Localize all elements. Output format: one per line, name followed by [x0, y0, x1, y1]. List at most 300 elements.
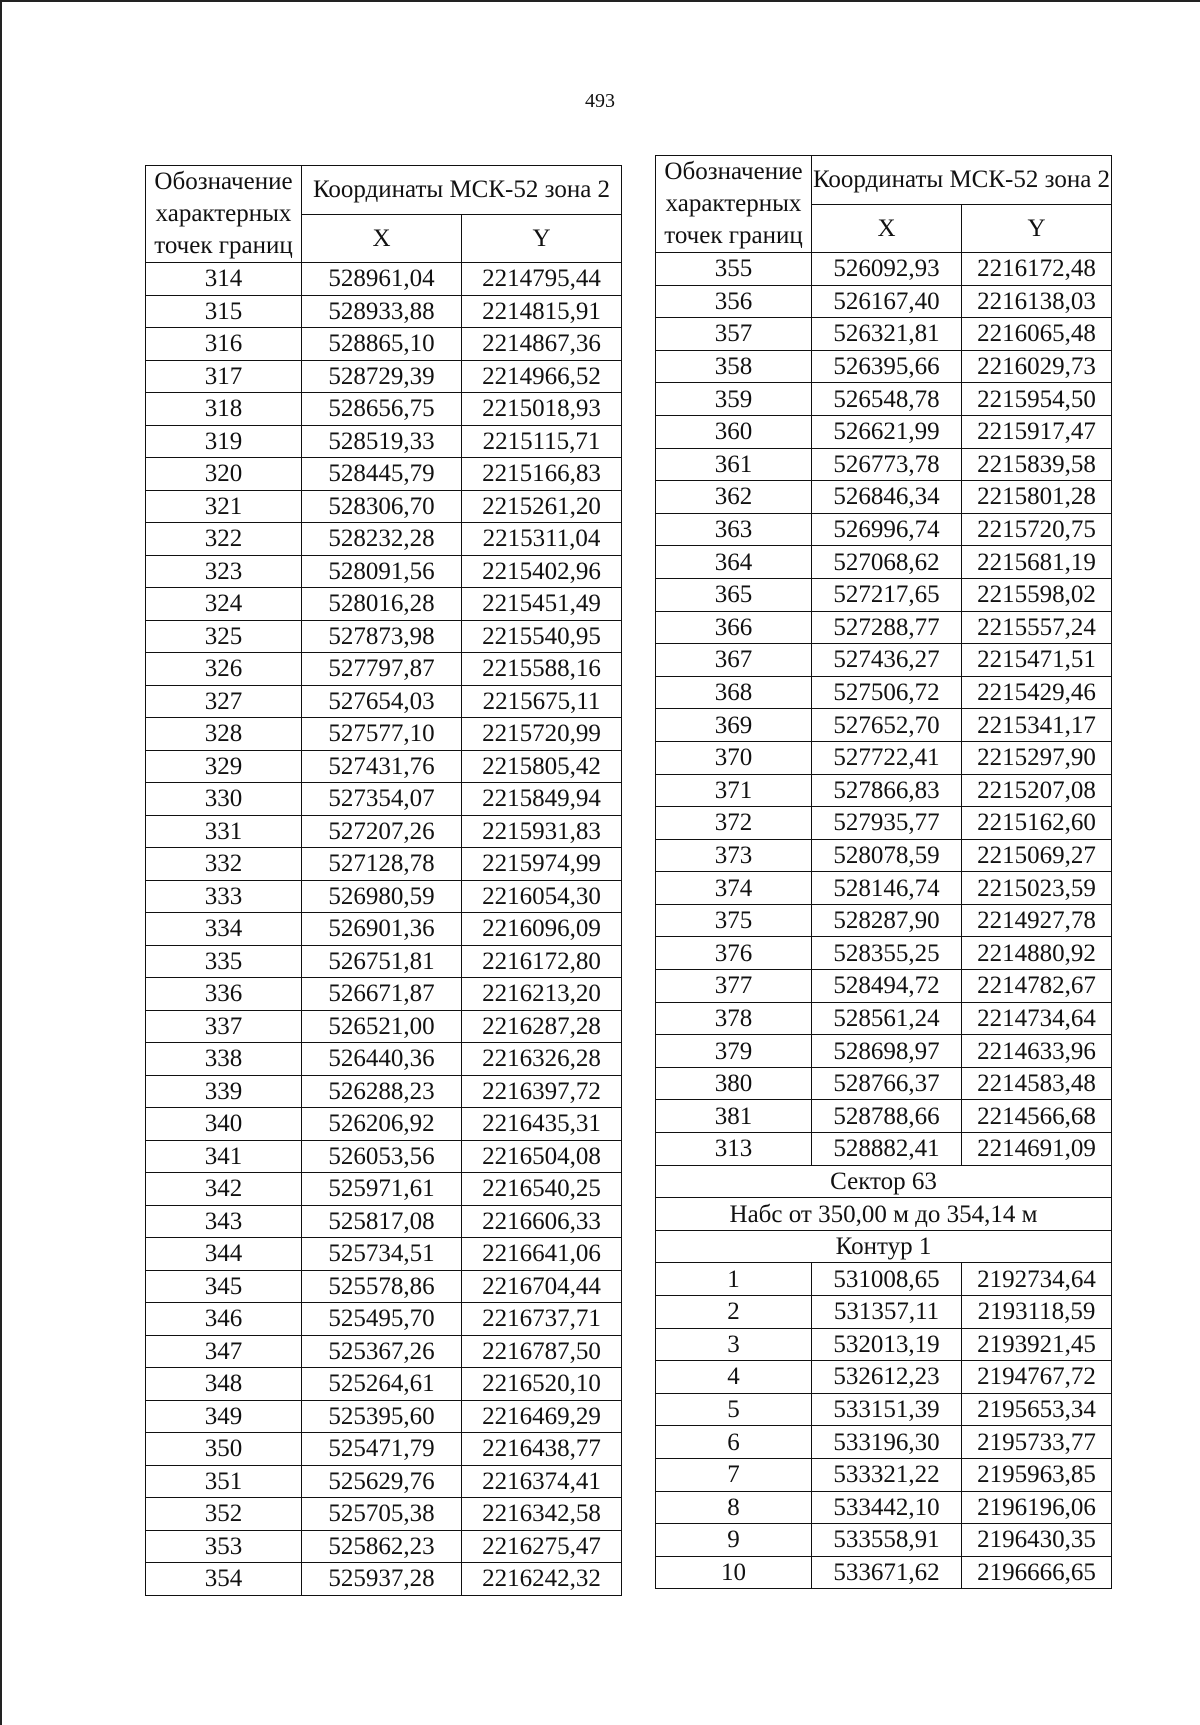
- table-row: [656, 1296, 1112, 1329]
- y-cell: 2195653,34: [962, 1393, 1112, 1426]
- point-cell: 339: [146, 1075, 302, 1108]
- x-cell: 533558,91: [812, 1524, 962, 1557]
- y-cell: 2215540,95: [462, 620, 622, 653]
- y-cell: 2215311,04: [462, 523, 622, 556]
- y-cell: 2216242,32: [462, 1563, 622, 1596]
- table-row: [656, 644, 1112, 677]
- table-row: [146, 328, 622, 361]
- x-cell: 533671,62: [812, 1556, 962, 1589]
- point-cell: 336: [146, 978, 302, 1011]
- y-cell: 2215681,19: [962, 546, 1112, 579]
- x-cell: 528091,56: [302, 555, 462, 588]
- x-cell: 528788,66: [812, 1100, 962, 1133]
- point-cell: 326: [146, 653, 302, 686]
- point-cell: 376: [656, 937, 812, 970]
- table-row: [146, 555, 622, 588]
- y-cell: 2214880,92: [962, 937, 1112, 970]
- x-header: X: [302, 214, 462, 262]
- x-cell: 526440,36: [302, 1043, 462, 1076]
- x-cell: 533151,39: [812, 1393, 962, 1426]
- point-cell: 348: [146, 1368, 302, 1401]
- point-cell: 344: [146, 1238, 302, 1271]
- point-cell: 352: [146, 1498, 302, 1531]
- table-row: [146, 815, 622, 848]
- point-cell: 358: [656, 350, 812, 383]
- x-cell: 526092,93: [812, 253, 962, 286]
- y-cell: 2215720,75: [962, 513, 1112, 546]
- point-cell: 317: [146, 360, 302, 393]
- table-row: [146, 360, 622, 393]
- point-cell: 380: [656, 1067, 812, 1100]
- x-cell: 528766,37: [812, 1067, 962, 1100]
- point-cell: 4: [656, 1361, 812, 1394]
- x-cell: 527506,72: [812, 676, 962, 709]
- point-cell: 345: [146, 1270, 302, 1303]
- point-cell: 320: [146, 458, 302, 491]
- left-table-body: [146, 263, 622, 1596]
- point-cell: 315: [146, 295, 302, 328]
- y-cell: 2215402,96: [462, 555, 622, 588]
- point-cell: 332: [146, 848, 302, 881]
- table-row: [146, 263, 622, 296]
- y-cell: 2216504,08: [462, 1140, 622, 1173]
- table-row: [146, 1368, 622, 1401]
- point-cell: 328: [146, 718, 302, 751]
- point-cell: 331: [146, 815, 302, 848]
- x-cell: 528494,72: [812, 970, 962, 1003]
- y-cell: 2215341,17: [962, 709, 1112, 742]
- x-cell: 533442,10: [812, 1491, 962, 1524]
- table-row: [146, 880, 622, 913]
- table-row: [146, 393, 622, 426]
- x-cell: 528306,70: [302, 490, 462, 523]
- point-cell: 6: [656, 1426, 812, 1459]
- x-cell: 527873,98: [302, 620, 462, 653]
- point-cell: 341: [146, 1140, 302, 1173]
- x-cell: 527436,27: [812, 644, 962, 677]
- table-row: [656, 904, 1112, 937]
- point-cell: 324: [146, 588, 302, 621]
- y-cell: 2215801,28: [962, 481, 1112, 514]
- x-cell: 525937,28: [302, 1563, 462, 1596]
- scan-edge-top: [0, 0, 1200, 2]
- point-cell: 346: [146, 1303, 302, 1336]
- x-cell: 527652,70: [812, 709, 962, 742]
- y-cell: 2216213,20: [462, 978, 622, 1011]
- table-row: [146, 1010, 622, 1043]
- table-row: [146, 523, 622, 556]
- point-cell: 365: [656, 578, 812, 611]
- y-cell: 2215917,47: [962, 415, 1112, 448]
- table-row: [146, 718, 622, 751]
- table-row: [656, 578, 1112, 611]
- point-cell: 1: [656, 1263, 812, 1296]
- point-cell: 340: [146, 1108, 302, 1141]
- point-cell: 355: [656, 253, 812, 286]
- table-row: [656, 1491, 1112, 1524]
- x-cell: 526996,74: [812, 513, 962, 546]
- point-cell: 377: [656, 970, 812, 1003]
- x-cell: 528729,39: [302, 360, 462, 393]
- x-cell: 528933,88: [302, 295, 462, 328]
- table-row: [656, 1458, 1112, 1491]
- point-cell: 347: [146, 1335, 302, 1368]
- table-row: [656, 1328, 1112, 1361]
- point-cell: 333: [146, 880, 302, 913]
- point-cell: 368: [656, 676, 812, 709]
- point-cell: 359: [656, 383, 812, 416]
- y-cell: 2215849,94: [462, 783, 622, 816]
- y-cell: 2193921,45: [962, 1328, 1112, 1361]
- x-cell: 528865,10: [302, 328, 462, 361]
- point-cell: 350: [146, 1433, 302, 1466]
- y-header: Y: [462, 214, 622, 262]
- table-row: [146, 1530, 622, 1563]
- y-cell: 2215023,59: [962, 872, 1112, 905]
- point-cell: 316: [146, 328, 302, 361]
- table-row: [656, 1133, 1112, 1166]
- y-cell: 2195963,85: [962, 1458, 1112, 1491]
- x-cell: 528882,41: [812, 1133, 962, 1166]
- y-cell: 2216172,48: [962, 253, 1112, 286]
- sector-title: Сектор 63: [656, 1165, 1112, 1198]
- y-cell: 2216540,25: [462, 1173, 622, 1206]
- x-cell: 527288,77: [812, 611, 962, 644]
- x-cell: 527722,41: [812, 741, 962, 774]
- x-cell: 526621,99: [812, 415, 962, 448]
- point-cell: 367: [656, 644, 812, 677]
- y-header: Y: [962, 204, 1112, 252]
- y-cell: 2215839,58: [962, 448, 1112, 481]
- y-cell: 2216326,28: [462, 1043, 622, 1076]
- x-cell: 527797,87: [302, 653, 462, 686]
- y-cell: 2216138,03: [962, 285, 1112, 318]
- point-cell: 356: [656, 285, 812, 318]
- table-row: [656, 970, 1112, 1003]
- scan-edge-left: [0, 0, 2, 1725]
- table-row: [146, 1303, 622, 1336]
- table-row: [146, 620, 622, 653]
- table-row: [146, 978, 622, 1011]
- point-cell: 8: [656, 1491, 812, 1524]
- x-cell: 525367,26: [302, 1335, 462, 1368]
- table-row: [146, 1270, 622, 1303]
- page-number: 493: [585, 90, 615, 112]
- x-cell: 528355,25: [812, 937, 962, 970]
- table-row: [656, 1556, 1112, 1589]
- x-cell: 527354,07: [302, 783, 462, 816]
- y-cell: 2214867,36: [462, 328, 622, 361]
- point-cell: 375: [656, 904, 812, 937]
- table-row: [146, 685, 622, 718]
- y-cell: 2214815,91: [462, 295, 622, 328]
- point-cell: 374: [656, 872, 812, 905]
- x-header: X: [812, 204, 962, 252]
- point-cell: 321: [146, 490, 302, 523]
- x-cell: 526206,92: [302, 1108, 462, 1141]
- x-cell: 525264,61: [302, 1368, 462, 1401]
- point-cell: 378: [656, 1002, 812, 1035]
- y-cell: 2215931,83: [462, 815, 622, 848]
- y-cell: 2216435,31: [462, 1108, 622, 1141]
- table-row: [146, 1335, 622, 1368]
- x-cell: 525862,23: [302, 1530, 462, 1563]
- table-row: [656, 285, 1112, 318]
- point-cell: 322: [146, 523, 302, 556]
- table-row: [656, 383, 1112, 416]
- table-row: [146, 1140, 622, 1173]
- y-cell: 2215429,46: [962, 676, 1112, 709]
- point-cell: 319: [146, 425, 302, 458]
- y-cell: 2194767,72: [962, 1361, 1112, 1394]
- y-cell: 2215162,60: [962, 807, 1112, 840]
- x-cell: 526321,81: [812, 318, 962, 351]
- table-row: [146, 1238, 622, 1271]
- designation-header: Обозначение характерных точек границ: [656, 156, 812, 253]
- y-cell: 2216096,09: [462, 913, 622, 946]
- point-cell: 2: [656, 1296, 812, 1329]
- y-cell: 2214633,96: [962, 1035, 1112, 1068]
- x-cell: 525734,51: [302, 1238, 462, 1271]
- x-cell: 527654,03: [302, 685, 462, 718]
- table-row: [656, 1426, 1112, 1459]
- y-cell: 2214566,68: [962, 1100, 1112, 1133]
- y-cell: 2214795,44: [462, 263, 622, 296]
- y-cell: 2216438,77: [462, 1433, 622, 1466]
- x-cell: 526671,87: [302, 978, 462, 1011]
- x-cell: 528445,79: [302, 458, 462, 491]
- y-cell: 2215207,08: [962, 774, 1112, 807]
- y-cell: 2216397,72: [462, 1075, 622, 1108]
- point-cell: 369: [656, 709, 812, 742]
- table-row: [656, 1393, 1112, 1426]
- y-cell: 2216172,80: [462, 945, 622, 978]
- x-cell: 533196,30: [812, 1426, 962, 1459]
- table-row: [146, 1400, 622, 1433]
- y-cell: 2196430,35: [962, 1524, 1112, 1557]
- table-row: [656, 611, 1112, 644]
- table-row: [146, 1498, 622, 1531]
- point-cell: 379: [656, 1035, 812, 1068]
- point-cell: 337: [146, 1010, 302, 1043]
- y-cell: 2216029,73: [962, 350, 1112, 383]
- y-cell: 2215954,50: [962, 383, 1112, 416]
- coordinates-table-right: [655, 155, 1112, 1589]
- point-cell: 342: [146, 1173, 302, 1206]
- x-cell: 525578,86: [302, 1270, 462, 1303]
- y-cell: 2216787,50: [462, 1335, 622, 1368]
- table-row: [146, 1433, 622, 1466]
- table-row: [656, 1263, 1112, 1296]
- table-row: [656, 1100, 1112, 1133]
- x-cell: 528078,59: [812, 839, 962, 872]
- table-row: [656, 741, 1112, 774]
- point-cell: 10: [656, 1556, 812, 1589]
- point-cell: 327: [146, 685, 302, 718]
- table-row: [146, 913, 622, 946]
- table-row: [656, 350, 1112, 383]
- y-cell: 2215166,83: [462, 458, 622, 491]
- y-cell: 2214691,09: [962, 1133, 1112, 1166]
- table-row: [146, 1173, 622, 1206]
- contour-title: Контур 1: [656, 1230, 1112, 1263]
- x-cell: 525395,60: [302, 1400, 462, 1433]
- point-cell: 349: [146, 1400, 302, 1433]
- y-cell: 2216737,71: [462, 1303, 622, 1336]
- point-cell: 357: [656, 318, 812, 351]
- table-row: [146, 458, 622, 491]
- x-cell: 526846,34: [812, 481, 962, 514]
- y-cell: 2196196,06: [962, 1491, 1112, 1524]
- x-cell: 528656,75: [302, 393, 462, 426]
- y-cell: 2215557,24: [962, 611, 1112, 644]
- point-cell: 361: [656, 448, 812, 481]
- x-cell: 526395,66: [812, 350, 962, 383]
- table-row: [146, 1108, 622, 1141]
- table-row: [656, 415, 1112, 448]
- table-row: [656, 1067, 1112, 1100]
- point-cell: 9: [656, 1524, 812, 1557]
- y-cell: 2216606,33: [462, 1205, 622, 1238]
- x-cell: 531357,11: [812, 1296, 962, 1329]
- y-cell: 2216469,29: [462, 1400, 622, 1433]
- point-cell: 325: [146, 620, 302, 653]
- point-cell: 370: [656, 741, 812, 774]
- table-row: [146, 750, 622, 783]
- y-cell: 2215018,93: [462, 393, 622, 426]
- x-cell: 526751,81: [302, 945, 462, 978]
- x-cell: 525629,76: [302, 1465, 462, 1498]
- y-cell: 2214583,48: [962, 1067, 1112, 1100]
- table-row: [656, 774, 1112, 807]
- table-row: [146, 783, 622, 816]
- y-cell: 2215805,42: [462, 750, 622, 783]
- x-cell: 532013,19: [812, 1328, 962, 1361]
- x-cell: 527207,26: [302, 815, 462, 848]
- point-cell: 5: [656, 1393, 812, 1426]
- y-cell: 2216065,48: [962, 318, 1112, 351]
- table-row: [656, 872, 1112, 905]
- x-cell: 532612,23: [812, 1361, 962, 1394]
- x-cell: 528146,74: [812, 872, 962, 905]
- point-cell: 318: [146, 393, 302, 426]
- point-cell: 323: [146, 555, 302, 588]
- coords-header: Координаты МСК-52 зона 2: [812, 156, 1112, 205]
- point-cell: 313: [656, 1133, 812, 1166]
- point-cell: 381: [656, 1100, 812, 1133]
- y-cell: 2216342,58: [462, 1498, 622, 1531]
- y-cell: 2215675,11: [462, 685, 622, 718]
- y-cell: 2216374,41: [462, 1465, 622, 1498]
- y-cell: 2216704,44: [462, 1270, 622, 1303]
- contour-table-body: [656, 1263, 1112, 1589]
- x-cell: 527217,65: [812, 578, 962, 611]
- point-cell: 371: [656, 774, 812, 807]
- x-cell: 528561,24: [812, 1002, 962, 1035]
- table-row: [656, 253, 1112, 286]
- x-cell: 526521,00: [302, 1010, 462, 1043]
- x-cell: 528287,90: [812, 904, 962, 937]
- y-cell: 2215451,49: [462, 588, 622, 621]
- x-cell: 525971,61: [302, 1173, 462, 1206]
- x-cell: 533321,22: [812, 1458, 962, 1491]
- coordinates-table-left: [145, 165, 622, 1596]
- table-row: [146, 1465, 622, 1498]
- x-cell: 528519,33: [302, 425, 462, 458]
- point-cell: 362: [656, 481, 812, 514]
- point-cell: 7: [656, 1458, 812, 1491]
- x-cell: 525495,70: [302, 1303, 462, 1336]
- y-cell: 2214734,64: [962, 1002, 1112, 1035]
- y-cell: 2215115,71: [462, 425, 622, 458]
- x-cell: 526288,23: [302, 1075, 462, 1108]
- table-row: [656, 709, 1112, 742]
- y-cell: 2192734,64: [962, 1263, 1112, 1296]
- table-row: [146, 945, 622, 978]
- table-row: [656, 513, 1112, 546]
- sector-subtitle: Набс от 350,00 м до 354,14 м: [656, 1198, 1112, 1231]
- y-cell: 2215069,27: [962, 839, 1112, 872]
- y-cell: 2214966,52: [462, 360, 622, 393]
- point-cell: 351: [146, 1465, 302, 1498]
- table-row: [656, 1035, 1112, 1068]
- y-cell: 2216054,30: [462, 880, 622, 913]
- point-cell: 314: [146, 263, 302, 296]
- point-cell: 343: [146, 1205, 302, 1238]
- x-cell: 525705,38: [302, 1498, 462, 1531]
- table-row: [146, 295, 622, 328]
- right-table-body: [656, 253, 1112, 1166]
- x-cell: 531008,65: [812, 1263, 962, 1296]
- y-cell: 2193118,59: [962, 1296, 1112, 1329]
- x-cell: 528698,97: [812, 1035, 962, 1068]
- y-cell: 2215598,02: [962, 578, 1112, 611]
- table-row: [146, 1205, 622, 1238]
- table-row: [656, 1002, 1112, 1035]
- point-cell: 372: [656, 807, 812, 840]
- x-cell: 528016,28: [302, 588, 462, 621]
- table-row: [146, 848, 622, 881]
- table-row: [146, 1043, 622, 1076]
- y-cell: 2214782,67: [962, 970, 1112, 1003]
- table-row: [656, 1361, 1112, 1394]
- table-row: [656, 546, 1112, 579]
- x-cell: 528961,04: [302, 263, 462, 296]
- x-cell: 527935,77: [812, 807, 962, 840]
- table-row: [656, 1524, 1112, 1557]
- point-cell: 363: [656, 513, 812, 546]
- table-row: [656, 937, 1112, 970]
- y-cell: 2215720,99: [462, 718, 622, 751]
- table-row: [656, 318, 1112, 351]
- table-row: [146, 490, 622, 523]
- point-cell: 338: [146, 1043, 302, 1076]
- x-cell: 528232,28: [302, 523, 462, 556]
- y-cell: 2215297,90: [962, 741, 1112, 774]
- point-cell: 334: [146, 913, 302, 946]
- point-cell: 366: [656, 611, 812, 644]
- table-row: [656, 676, 1112, 709]
- table-row: [146, 653, 622, 686]
- point-cell: 364: [656, 546, 812, 579]
- table-row: [656, 481, 1112, 514]
- y-cell: 2214927,78: [962, 904, 1112, 937]
- point-cell: 353: [146, 1530, 302, 1563]
- y-cell: 2216287,28: [462, 1010, 622, 1043]
- x-cell: 526980,59: [302, 880, 462, 913]
- point-cell: 335: [146, 945, 302, 978]
- x-cell: 526548,78: [812, 383, 962, 416]
